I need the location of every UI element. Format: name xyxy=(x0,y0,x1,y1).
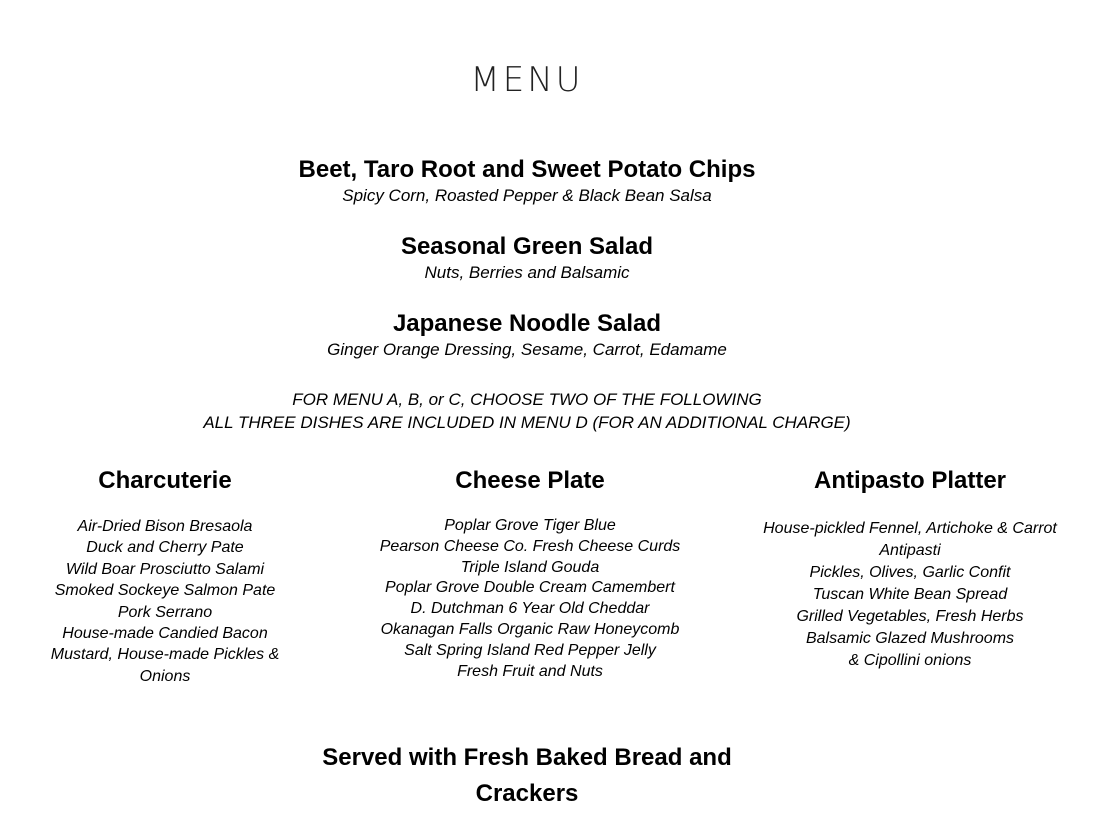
menu-instructions xyxy=(0,388,1054,434)
dish-noodle-salad xyxy=(0,310,1054,360)
list-item: Pickles, Olives, Garlic Confit xyxy=(809,564,1011,581)
option-cheese-plate xyxy=(370,466,690,682)
list-item: Smoked Sockeye Salmon Pate xyxy=(54,582,276,600)
dish-name: Japanese Noodle Salad xyxy=(392,310,662,337)
served-with-note xyxy=(290,740,764,812)
instruction-line: FOR MENU A, B, or C, CHOOSE TWO OF THE FOLLOWING xyxy=(292,390,762,409)
option-items xyxy=(30,516,300,687)
list-item: Poplar Grove Double Cream Camembert xyxy=(385,579,675,597)
dish-name: Seasonal Green Salad xyxy=(400,233,654,260)
list-item: Tuscan White Bean Spread xyxy=(812,586,1008,603)
list-item: & Cipollini onions xyxy=(848,652,972,669)
list-item: Wild Boar Prosciutto Salami xyxy=(65,560,265,578)
list-item: Poplar Grove Tiger Blue xyxy=(444,517,616,534)
list-item: Balsamic Glazed Mushrooms xyxy=(805,630,1015,647)
dish-description: Spicy Corn, Roasted Pepper & Black Bean Salsa xyxy=(342,186,712,205)
list-item: Triple Island Gouda xyxy=(460,558,600,576)
list-item: Air-Dried Bison Bresaola xyxy=(77,518,253,535)
dish-description: Nuts, Berries and Balsamic xyxy=(424,263,630,282)
option-charcuterie xyxy=(30,466,300,687)
option-title: Charcuterie xyxy=(98,467,232,494)
option-items xyxy=(370,516,690,682)
list-item: House-made Candied Bacon xyxy=(62,625,268,643)
instruction-line: ALL THREE DISHES ARE INCLUDED IN MENU D (FOR AN ADDITIONAL CHARGE) xyxy=(203,413,851,432)
list-item: House-pickled Fennel, Artichoke & Carrot xyxy=(763,520,1057,537)
list-item: Antipasti xyxy=(879,542,941,559)
list-item: Pearson Cheese Co. Fresh Cheese Curds xyxy=(379,537,681,555)
option-title: Antipasto Platter xyxy=(813,467,1007,494)
served-with-line: Crackers xyxy=(475,780,579,807)
list-item: Okanagan Falls Organic Raw Honeycomb xyxy=(380,620,680,638)
list-item: D. Dutchman 6 Year Old Cheddar xyxy=(410,600,650,618)
list-item: Mustard, House-made Pickles & xyxy=(50,646,280,664)
list-item: Duck and Cherry Pate xyxy=(86,539,244,557)
dish-name: Beet, Taro Root and Sweet Potato Chips xyxy=(298,156,756,183)
served-with-line: Served with Fresh Baked Bread and xyxy=(322,744,732,771)
list-item: Pork Serrano xyxy=(117,603,213,621)
dish-chips xyxy=(0,156,1054,206)
option-items xyxy=(755,518,1065,672)
list-item: Fresh Fruit and Nuts xyxy=(457,662,603,680)
page-title: MENU xyxy=(470,60,584,100)
list-item: Grilled Vegetables, Fresh Herbs xyxy=(796,608,1024,625)
list-item: Salt Spring Island Red Pepper Jelly xyxy=(404,641,656,659)
dish-green-salad xyxy=(0,233,1054,283)
option-antipasto-platter xyxy=(755,466,1065,672)
option-title: Cheese Plate xyxy=(455,467,605,494)
dish-description: Ginger Orange Dressing, Sesame, Carrot, Edamame xyxy=(327,340,727,359)
list-item: Onions xyxy=(139,667,191,685)
